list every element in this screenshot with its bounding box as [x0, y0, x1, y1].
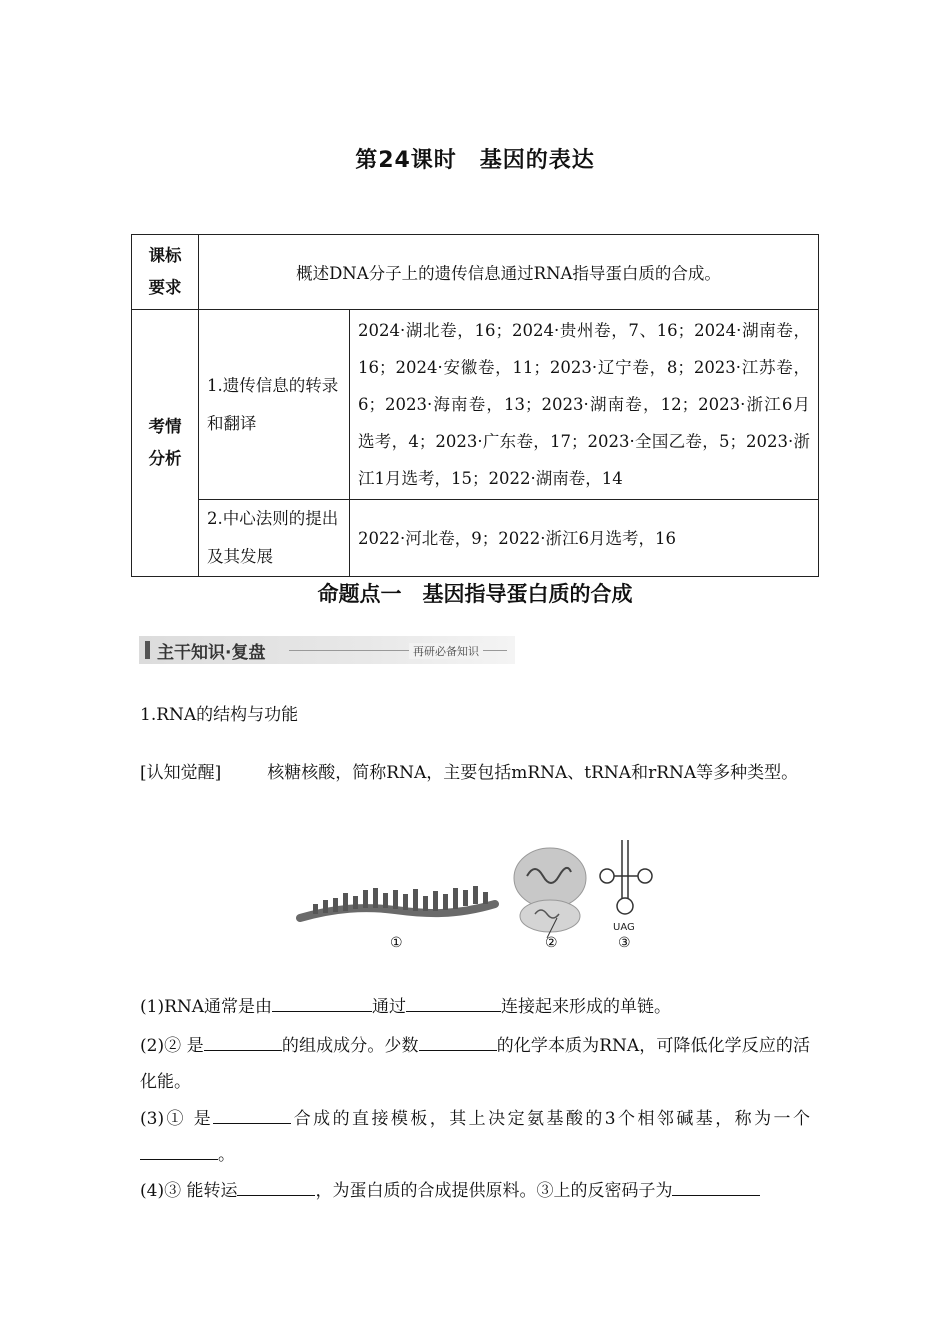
question-text: (2)② 是	[140, 1036, 204, 1056]
answer-blank[interactable]	[272, 996, 372, 1012]
banner-title: 主干知识·复盘	[157, 643, 266, 663]
figure-label-3: ③	[618, 935, 631, 951]
question-text: (4)③ 能转运	[140, 1181, 238, 1201]
question-4	[140, 1176, 810, 1201]
answer-blank[interactable]	[213, 1108, 291, 1124]
banner-subtitle: 再研必备知识	[409, 643, 483, 659]
question-text: 通过	[372, 997, 407, 1017]
question-3	[140, 1101, 810, 1173]
exam-references: 2024·湖北卷，16；2024·贵州卷，7、16；2024·湖南卷，16；2024·安徽卷，11；2023·辽宁卷，8；2023·江苏卷，6；2023·海南卷，13；2023·湖南卷，12；2023·浙江6月选考，4；2023·广东卷，17；2023·全国乙卷，5；2023·浙江1月选考，15；2022·湖南卷，14	[350, 310, 819, 500]
answer-blank[interactable]	[419, 1035, 497, 1051]
row-header-analysis	[132, 310, 199, 577]
question-text: 连接起来形成的单链。	[501, 997, 672, 1017]
figure-label-2: ②	[545, 935, 558, 951]
question-2	[140, 1028, 810, 1100]
answer-blank[interactable]	[237, 1180, 315, 1196]
row-header-requirement	[132, 235, 199, 310]
header-text: 分析	[148, 449, 182, 468]
heading-rna: 1.RNA的结构与功能	[140, 705, 299, 725]
exam-references: 2022·河北卷，9；2022·浙江6月选考，16	[350, 500, 819, 577]
banner-bar-icon	[145, 641, 150, 659]
answer-blank[interactable]	[140, 1144, 218, 1160]
question-text: (1)RNA通常是由	[140, 997, 273, 1017]
header-text: 考情	[148, 417, 182, 436]
question-text: 的组成成分。少数	[281, 1036, 419, 1056]
answer-blank[interactable]	[406, 996, 501, 1012]
cognition-text: 核糖核酸，简称RNA，主要包括mRNA、tRNA和rRNA等多种类型。	[267, 763, 799, 783]
section-title: 命题点一 基因指导蛋白质的合成	[317, 582, 633, 606]
topic-cell: 2.中心法则的提出及其发展	[199, 500, 350, 577]
question-text: 的化学本质为RNA，可降低化学反应的活化能。	[140, 1036, 811, 1092]
question-1	[140, 992, 810, 1017]
topic-cell: 1.遗传信息的转录和翻译	[199, 310, 350, 500]
answer-blank[interactable]	[204, 1035, 282, 1051]
rna-illustration	[295, 838, 665, 958]
curriculum-table	[131, 234, 819, 577]
ribosome-icon	[514, 848, 586, 938]
question-text: 。	[218, 1145, 235, 1165]
question-text: ，为蛋白质的合成提供原料。③上的反密码子为	[315, 1181, 673, 1201]
header-text: 课标	[148, 246, 182, 265]
answer-blank[interactable]	[672, 1180, 760, 1196]
section-banner	[139, 636, 515, 664]
table-row	[132, 310, 819, 500]
table-row	[132, 235, 819, 310]
question-text: (3)① 是	[140, 1109, 214, 1129]
figure-label-1: ①	[390, 935, 403, 951]
rna-figure	[295, 838, 665, 958]
cognition-label: [认知觉醒]	[140, 763, 222, 783]
mrna-icon	[300, 886, 495, 918]
requirement-text: 概述DNA分子上的遗传信息通过RNA指导蛋白质的合成。	[199, 235, 819, 310]
anticodon-label: UAG	[613, 922, 635, 933]
question-text: 合成的直接模板，其上决定氨基酸的3个相邻碱基，称为一个	[291, 1109, 811, 1129]
header-text: 要求	[148, 278, 182, 297]
page-title: 第24课时 基因的表达	[355, 148, 595, 173]
table-row	[132, 500, 819, 577]
trna-icon	[600, 840, 652, 914]
cognition-paragraph	[140, 748, 810, 798]
